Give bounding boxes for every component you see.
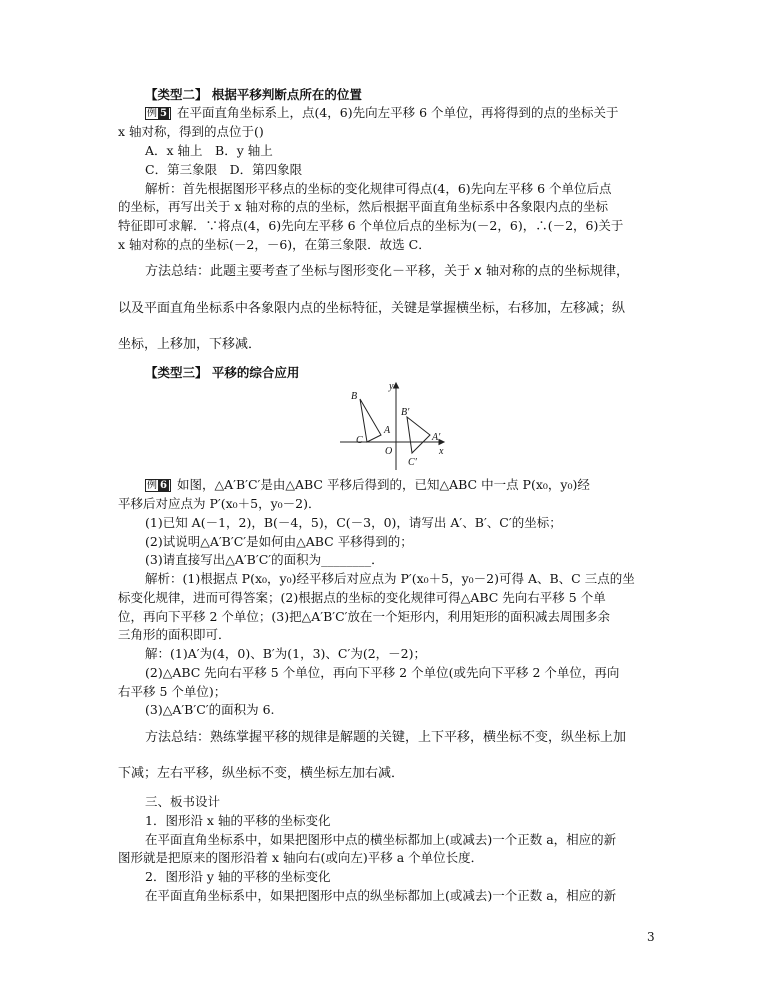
method-summary-2-line2: 下减；左右平移，纵坐标不变，横坐标左加右减． — [118, 766, 405, 781]
board-design-heading: 三、板书设计 — [145, 794, 221, 809]
example-5-analysis-line1: 解析：首先根据图形平移点的坐标的变化规律可得点(4，6)先向左平移 6 个单位后点 — [145, 181, 612, 196]
method-summary-2-line1: 方法总结：熟练掌握平移的规律是解题的关键，上下平移，横坐标不变，纵坐标上加 — [145, 730, 627, 745]
example-5-analysis-line2: 的坐标，再写出关于 x 轴对称的点的坐标，然后根据平面直角坐标系中各象限内点的坐标 — [118, 199, 608, 214]
example-6-subquestion-1: (1)已知 A(－1，2)，B(－4，5)，C(－3，0)，请写出 A′、B′、C′的坐标； — [145, 515, 562, 530]
example-5-options-ab: A．x 轴上 B．y 轴上 — [145, 143, 273, 158]
example-6-subquestion-3: (3)请直接写出△A′B′C′的面积为________． — [145, 552, 384, 567]
example-6-solution-line3: 右平移 5 个单位)； — [118, 684, 227, 699]
point-c-prime-label: C′ — [408, 457, 417, 468]
triangle-abc — [360, 399, 381, 442]
page-number: 3 — [647, 930, 655, 944]
point-a-prime-label: A′ — [432, 432, 441, 443]
section-heading-type3: 【类型三】 平移的综合应用 — [145, 365, 300, 380]
example-5-analysis-line3: 特征即可求解．∵将点(4，6)先向左平移 6 个单位后点的坐标为(－2，6)，∴(－2，6)关于 — [118, 218, 624, 233]
point-a-label: A — [384, 425, 391, 436]
method-summary-1-line1: 方法总结：此题主要考查了坐标与图形变化－平移，关于 x 轴对称的点的坐标规律， — [145, 264, 629, 279]
example-6-question-line2: 平移后对应点为 P′(x₀＋5，y₀－2)． — [118, 496, 321, 511]
translation-figure — [340, 380, 450, 472]
method-summary-1-line2: 以及平面直角坐标系中各象限内点的坐标特征，关键是掌握横坐标，右移加，左移减；纵 — [118, 301, 626, 316]
board-design-text-1b: 图形就是把原来的图形沿着 x 轴向右(或向左)平移 a 个单位长度． — [118, 850, 484, 865]
point-c-label: C — [356, 435, 363, 446]
board-design-item-1: 1．图形沿 x 轴的平移的坐标变化 — [145, 813, 331, 828]
method-summary-1-line3: 坐标，上移加，下移减． — [118, 337, 262, 352]
example-6-tag: 例 6 — [145, 479, 171, 492]
example-5-question-line2: x 轴对称，得到的点位于() — [118, 124, 264, 139]
example-5-question-line1: 例 5 在平面直角坐标系上，点(4，6)先向左平移 6 个单位，再将得到的点的坐标关于 — [147, 105, 619, 120]
example-5-options-cd: C．第三象限 D．第四象限 — [145, 162, 303, 177]
board-design-text-1a: 在平面直角坐标系中，如果把图形中点的横坐标都加上(或减去)一个正数 a，相应的新 — [145, 832, 617, 847]
example-5-analysis-line4: x 轴对称的点的坐标(－2，－6)，在第三象限．故选 C． — [118, 237, 431, 252]
example-6-analysis-line4: 三角形的面积即可． — [118, 627, 231, 642]
point-b-label: B — [351, 391, 358, 402]
y-axis-label: y — [389, 381, 394, 392]
example-5-tag: 例 5 — [145, 107, 171, 120]
point-b-prime-label: B′ — [401, 407, 410, 418]
example-6-analysis-line2: 标变化规律，进而可得答案；(2)根据点的坐标的变化规律可得△ABC 先向右平移 5 个单 — [118, 590, 606, 605]
board-design-item-2: 2．图形沿 y 轴的平移的坐标变化 — [145, 869, 331, 884]
example-6-analysis-line1: 解析：(1)根据点 P(x₀，y₀)经平移后对应点为 P′(x₀＋5，y₀－2)可得 A、B、C 三点的坐 — [145, 571, 635, 586]
board-design-text-2a: 在平面直角坐标系中，如果把图形中点的纵坐标都加上(或减去)一个正数 a，相应的新 — [145, 888, 617, 903]
y-axis-arrow — [394, 383, 399, 388]
example-6-solution-line4: (3)△A′B′C′的面积为 6. — [145, 702, 275, 717]
example-6-question-line1: 例 6 如图，△A′B′C′是由△ABC 平移后得到的，已知△ABC 中一点 P(x₀，y₀)经 — [147, 477, 590, 492]
example-6-solution-line2: (2)△ABC 先向右平移 5 个单位，再向下平移 2 个单位(或先向下平移 2 个单位，再向 — [145, 665, 620, 680]
x-axis-label: x — [439, 446, 444, 457]
triangle-a2b2c2 — [407, 417, 430, 453]
example-6-solution-line1: 解：(1)A′为(4，0)、B′为(1，3)、C′为(2，－2)； — [145, 646, 426, 661]
section-heading-type2: 【类型二】 根据平移判断点所在的位置 — [145, 87, 362, 102]
origin-label: O — [385, 446, 393, 457]
example-6-subquestion-2: (2)试说明△A′B′C′是如何由△ABC 平移得到的； — [145, 534, 413, 549]
example-6-analysis-line3: 位，再向下平移 2 个单位；(3)把△A′B′C′放在一个矩形内，利用矩形的面积减去周围多余 — [118, 609, 611, 624]
